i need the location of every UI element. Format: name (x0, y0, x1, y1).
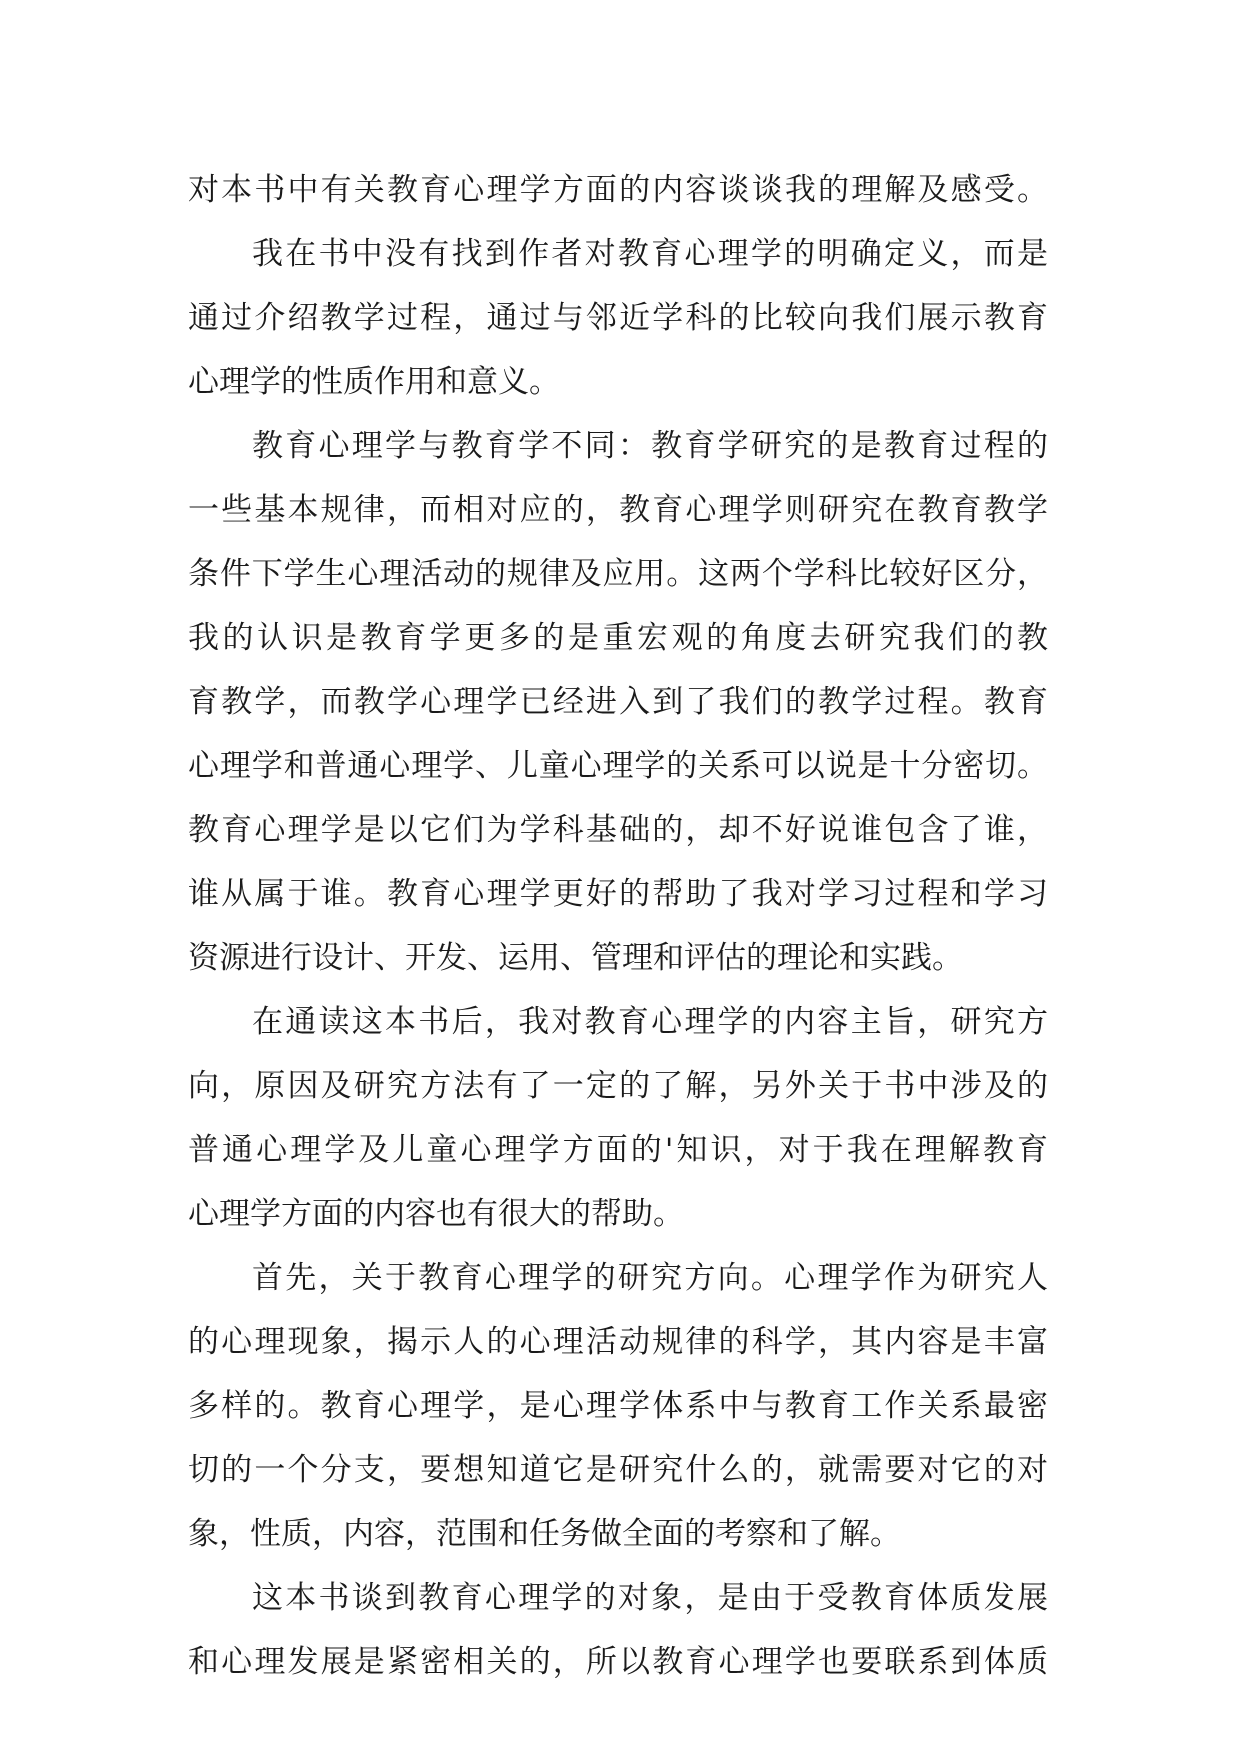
text-line: 这本书谈到教育心理学的对象，是由于受教育体质发展 (252, 1580, 1048, 1616)
text-line: 心理学方面的内容也有很大的帮助。 (188, 1196, 684, 1232)
text-line: 心理学的性质作用和意义。 (188, 364, 560, 400)
text-line: 资源进行设计、开发、运用、管理和评估的理论和实践。 (188, 940, 963, 976)
text-line: 向，原因及研究方法有了一定的了解，另外关于书中涉及的 (188, 1068, 1048, 1104)
text-line: 多样的。教育心理学，是心理学体系中与教育工作关系最密 (188, 1388, 1048, 1424)
text-line: 教育心理学是以它们为学科基础的，却不好说谁包含了谁， (188, 812, 1048, 848)
text-line: 通过介绍教学过程，通过与邻近学科的比较向我们展示教育 (188, 300, 1048, 336)
text-line: 象，性质，内容，范围和任务做全面的考察和了解。 (188, 1516, 901, 1552)
text-line: 普通心理学及儿童心理学方面的'知识，对于我在理解教育 (188, 1132, 1048, 1168)
text-line: 条件下学生心理活动的规律及应用。这两个学科比较好区分， (188, 556, 1048, 592)
text-line: 的心理现象，揭示人的心理活动规律的科学，其内容是丰富 (188, 1324, 1048, 1360)
text-line: 切的一个分支，要想知道它是研究什么的，就需要对它的对 (188, 1452, 1048, 1488)
text-line: 育教学，而教学心理学已经进入到了我们的教学过程。教育 (188, 684, 1048, 720)
text-line: 在通读这本书后，我对教育心理学的内容主旨，研究方 (252, 1004, 1048, 1040)
text-line: 我在书中没有找到作者对教育心理学的明确定义，而是 (252, 236, 1048, 272)
text-line: 我的认识是教育学更多的是重宏观的角度去研究我们的教 (188, 620, 1048, 656)
text-line: 首先，关于教育心理学的研究方向。心理学作为研究人 (252, 1260, 1048, 1296)
text-line: 一些基本规律，而相对应的，教育心理学则研究在教育教学 (188, 492, 1048, 528)
text-line: 教育心理学与教育学不同：教育学研究的是教育过程的 (252, 428, 1048, 464)
text-line: 谁从属于谁。教育心理学更好的帮助了我对学习过程和学习 (188, 876, 1048, 912)
text-line: 和心理发展是紧密相关的，所以教育心理学也要联系到体质 (188, 1644, 1048, 1680)
document-body (188, 158, 1048, 1694)
text-line: 对本书中有关教育心理学方面的内容谈谈我的理解及感受。 (188, 172, 1048, 208)
text-line: 心理学和普通心理学、儿童心理学的关系可以说是十分密切。 (188, 748, 1048, 784)
